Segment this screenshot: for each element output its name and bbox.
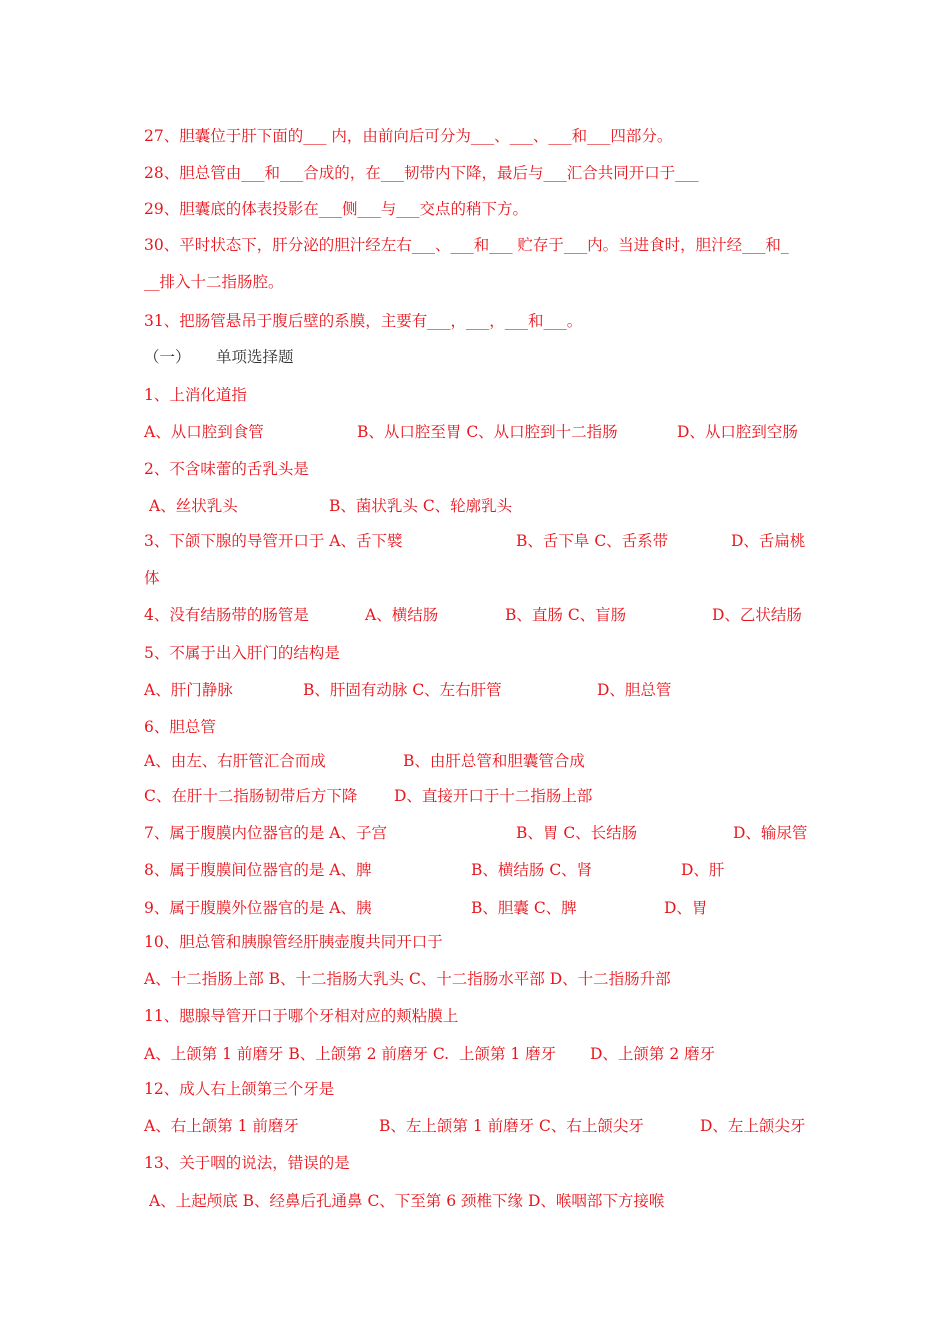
section-title: 单项选择题: [216, 348, 294, 366]
question-stem: 6、胆总管: [144, 718, 216, 736]
question-30-line-2: [0, 270, 950, 294]
question-11-options: [0, 1042, 950, 1066]
question-30-continuation: __排入十二指肠腔。: [144, 273, 284, 291]
question-stem-option-a: 3、下颌下腺的导管开口于 A、舌下襞: [144, 532, 403, 550]
options: A、上起颅底 B、经鼻后孔通鼻 C、下至第 6 颈椎下缘 D、喉咽部下方接喉: [149, 1192, 665, 1210]
option-a: A、横结肠: [365, 606, 439, 624]
question-8: [0, 858, 950, 882]
question-29-text: 29、胆囊底的体表投影在___侧___与___交点的稍下方。: [144, 200, 528, 218]
question-13-options: [0, 1189, 950, 1213]
option-d: D、输尿管: [733, 824, 808, 842]
question-5-stem: [0, 641, 950, 665]
option-d: D、直接开口于十二指肠上部: [394, 787, 593, 805]
option-b-c: B、胆囊 C、脾: [471, 899, 577, 917]
question-27: [0, 124, 950, 148]
question-6-options-cd: [0, 784, 950, 808]
option-b-c: B、左上颌第 1 前磨牙 C、右上颌尖牙: [379, 1117, 644, 1135]
question-1-stem: [0, 383, 950, 407]
option-d: D、左上颌尖牙: [700, 1117, 806, 1135]
question-stem: 12、成人右上颌第三个牙是: [144, 1080, 335, 1098]
option-a: A、由左、右肝管汇合而成: [144, 752, 326, 770]
question-10-stem: [0, 930, 950, 954]
question-7: [0, 821, 950, 845]
option-d: D、从口腔到空肠: [677, 423, 798, 441]
option-d: D、胆总管: [597, 681, 672, 699]
question-stem: 10、胆总管和胰腺管经肝胰壶腹共同开口于: [144, 933, 443, 951]
question-12-options: [0, 1114, 950, 1138]
question-9: [0, 896, 950, 920]
question-stem-option-a: 8、属于腹膜间位器官的是 A、脾: [144, 861, 372, 879]
option-d: D、上颌第 2 磨牙: [590, 1045, 716, 1063]
question-28-text: 28、胆总管由___和___合成的，在___韧带内下降，最后与___汇合共同开口于___: [144, 164, 699, 182]
option-b-c: B、菌状乳头 C、轮廓乳头: [329, 497, 513, 515]
option-d: D、肝: [681, 861, 725, 879]
question-10-options: [0, 967, 950, 991]
option-d: D、乙状结肠: [712, 606, 802, 624]
question-2-options: [0, 494, 950, 518]
option-a-b-c: A、上颌第 1 前磨牙 B、上颌第 2 前磨牙 C. 上颌第 1 磨牙: [144, 1045, 557, 1063]
question-5-options: [0, 678, 950, 702]
question-stem: 1、上消化道指: [144, 386, 247, 404]
question-28: [0, 161, 950, 185]
option-b-c: B、肝固有动脉 C、左右肝管: [303, 681, 502, 699]
question-31-text: 31、把肠管悬吊于腹后壁的系膜，主要有___，___，___和___。: [144, 312, 583, 330]
option-a: A、右上颌第 1 前磨牙: [144, 1117, 299, 1135]
section-number: （一）: [144, 348, 191, 366]
option-b-c: B、横结肠 C、肾: [471, 861, 593, 879]
question-1-options: [0, 420, 950, 444]
options: A、十二指肠上部 B、十二指肠大乳头 C、十二指肠水平部 D、十二指肠升部: [144, 970, 671, 988]
option-c: C、在肝十二指肠韧带后方下降: [144, 787, 358, 805]
question-stem: 4、没有结肠带的肠管是: [144, 606, 309, 624]
question-stem: 13、关于咽的说法，错误的是: [144, 1154, 350, 1172]
option-a: A、从口腔到食管: [144, 423, 264, 441]
option-b: B、由肝总管和胆囊管合成: [403, 752, 585, 770]
option-a: A、丝状乳头: [149, 497, 238, 515]
question-stem: 5、不属于出入肝门的结构是: [144, 644, 340, 662]
section-heading: [0, 345, 950, 369]
option-b-c: B、直肠 C、盲肠: [505, 606, 627, 624]
question-12-stem: [0, 1077, 950, 1101]
question-4: [0, 603, 950, 627]
question-stem-option-a: 7、属于腹膜内位器官的是 A、子宫: [144, 824, 387, 842]
question-31: [0, 309, 950, 333]
question-11-stem: [0, 1004, 950, 1028]
question-stem: 2、不含味蕾的舌乳头是: [144, 460, 309, 478]
option-b-c: B、从口腔至胃 C、从口腔到十二指肠: [357, 423, 618, 441]
question-stem-option-a: 9、属于腹膜外位器官的是 A、胰: [144, 899, 372, 917]
question-2-stem: [0, 457, 950, 481]
question-13-stem: [0, 1151, 950, 1175]
question-30-line-1: [0, 233, 950, 257]
question-3-continuation: [0, 566, 950, 590]
question-29: [0, 197, 950, 221]
option-d-continuation: 体: [144, 569, 160, 587]
question-stem: 11、腮腺导管开口于哪个牙相对应的颊粘膜上: [144, 1007, 459, 1025]
option-d: D、舌扁桃: [731, 532, 806, 550]
question-6-options-ab: [0, 749, 950, 773]
question-6-stem: [0, 715, 950, 739]
option-b-c: B、舌下阜 C、舌系带: [516, 532, 669, 550]
question-27-text: 27、胆囊位于肝下面的___ 内，由前向后可分为___、___、___和___四部分。: [144, 127, 673, 145]
option-d: D、胃: [664, 899, 708, 917]
question-30-text: 30、平时状态下，肝分泌的胆汁经左右___、___和___ 贮存于___内。当进食时，胆汁经___和_: [144, 236, 789, 254]
question-3: [0, 529, 950, 553]
option-b-c: B、胃 C、长结肠: [516, 824, 638, 842]
option-a: A、肝门静脉: [144, 681, 233, 699]
